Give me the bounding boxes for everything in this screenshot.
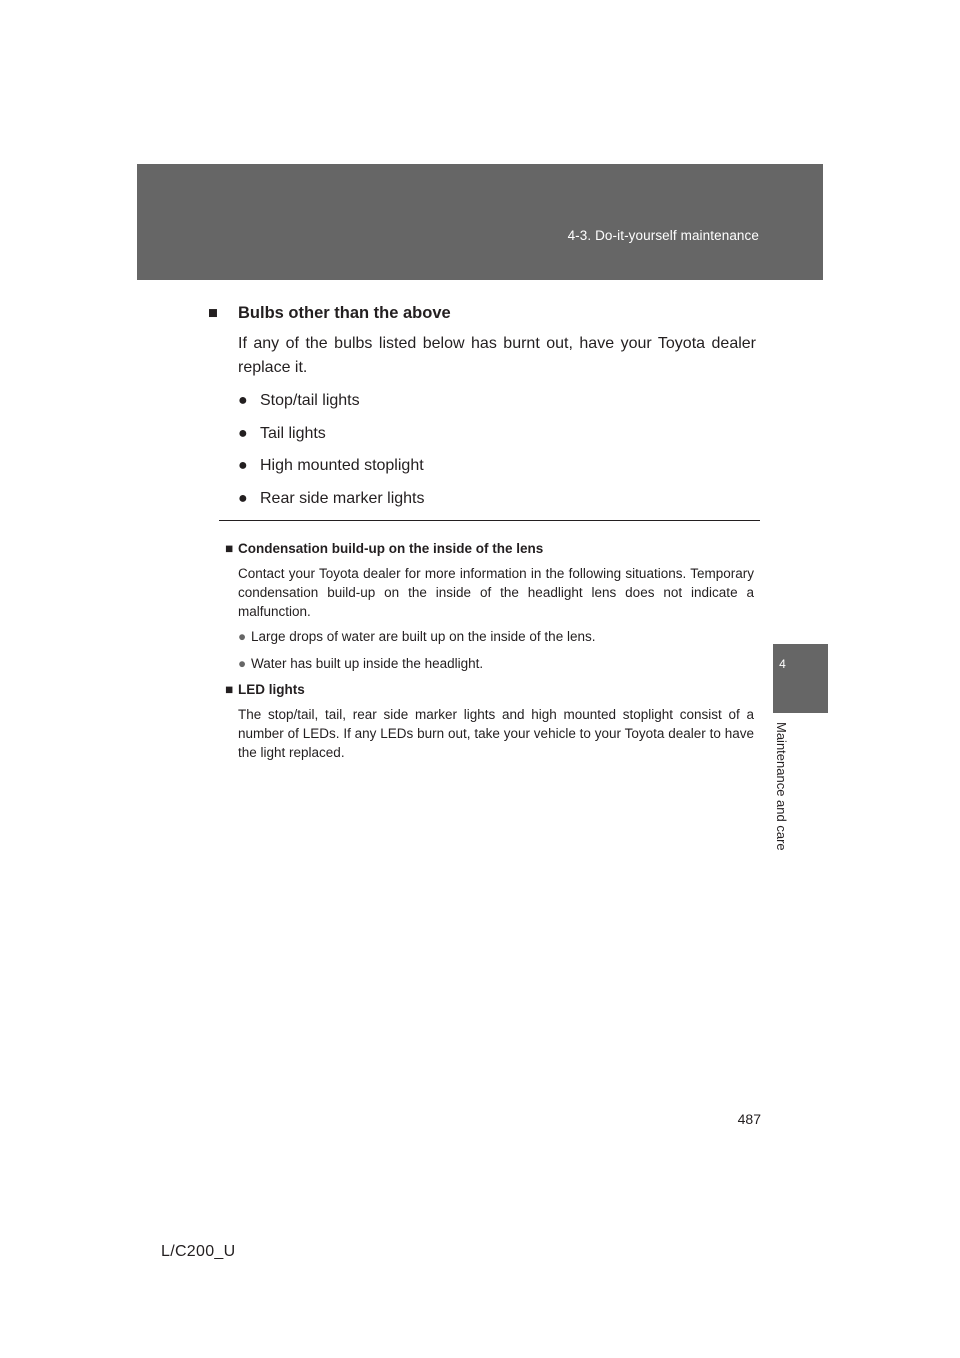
note-heading [225, 681, 754, 698]
list-item-text: Stop/tail lights [260, 392, 360, 409]
note-heading-text: Condensation build-up on the inside of the lens [238, 541, 544, 556]
main-paragraph: If any of the bulbs listed below has burnt out, have your Toyota dealer replace it. [238, 335, 756, 376]
list-item-text: High mounted stoplight [260, 457, 424, 474]
note-list-item-text: Water has built up inside the headlight. [251, 656, 484, 671]
section-divider [219, 520, 760, 521]
note-list-item-text: Large drops of water are built up on the inside of the lens. [251, 629, 596, 644]
note-heading [225, 540, 754, 557]
list-item-text: Tail lights [260, 424, 326, 442]
note-paragraph: The stop/tail, tail, rear side marker lights and high mounted stoplight consist of a number of LEDs. If any LEDs burn out, take your vehicle to your Toyota dealer to have the light replaced. [238, 707, 754, 760]
list-item-text: Rear side marker lights [260, 489, 425, 507]
note-paragraph: Contact your Toyota dealer for more information in the following situations. Temporary condensation build-up on the inside of the headlight lens does not indicate a malfunction. [238, 566, 754, 619]
list-item [238, 487, 756, 511]
note-list-item [238, 654, 754, 673]
note-list-item [238, 627, 754, 646]
list-item [238, 454, 756, 478]
round-bullet-icon: ● [238, 656, 247, 671]
round-bullet-icon: ● [238, 457, 248, 474]
page-number: 487 [737, 1111, 761, 1127]
note-heading-text: LED lights [238, 682, 305, 697]
main-heading [208, 302, 756, 324]
round-bullet-icon: ● [238, 629, 247, 644]
square-bullet-icon: ■ [225, 682, 234, 697]
chapter-number: 4 [779, 657, 786, 671]
section-title: 4-3. Do-it-yourself maintenance [567, 228, 759, 243]
list-item [238, 389, 756, 413]
round-bullet-icon: ● [238, 424, 248, 442]
square-bullet-icon: ■ [208, 304, 218, 322]
footer-code: L/C200_U [161, 1243, 236, 1260]
main-heading-text: Bulbs other than the above [238, 304, 451, 322]
chapter-tab [773, 644, 828, 713]
square-bullet-icon: ■ [225, 541, 234, 556]
chapter-header-bar [137, 164, 823, 280]
notes-section [225, 540, 754, 768]
round-bullet-icon: ● [238, 489, 248, 507]
list-item [238, 422, 756, 446]
round-bullet-icon: ● [238, 392, 248, 409]
main-section [208, 302, 756, 519]
chapter-label: Maintenance and care [774, 722, 789, 851]
